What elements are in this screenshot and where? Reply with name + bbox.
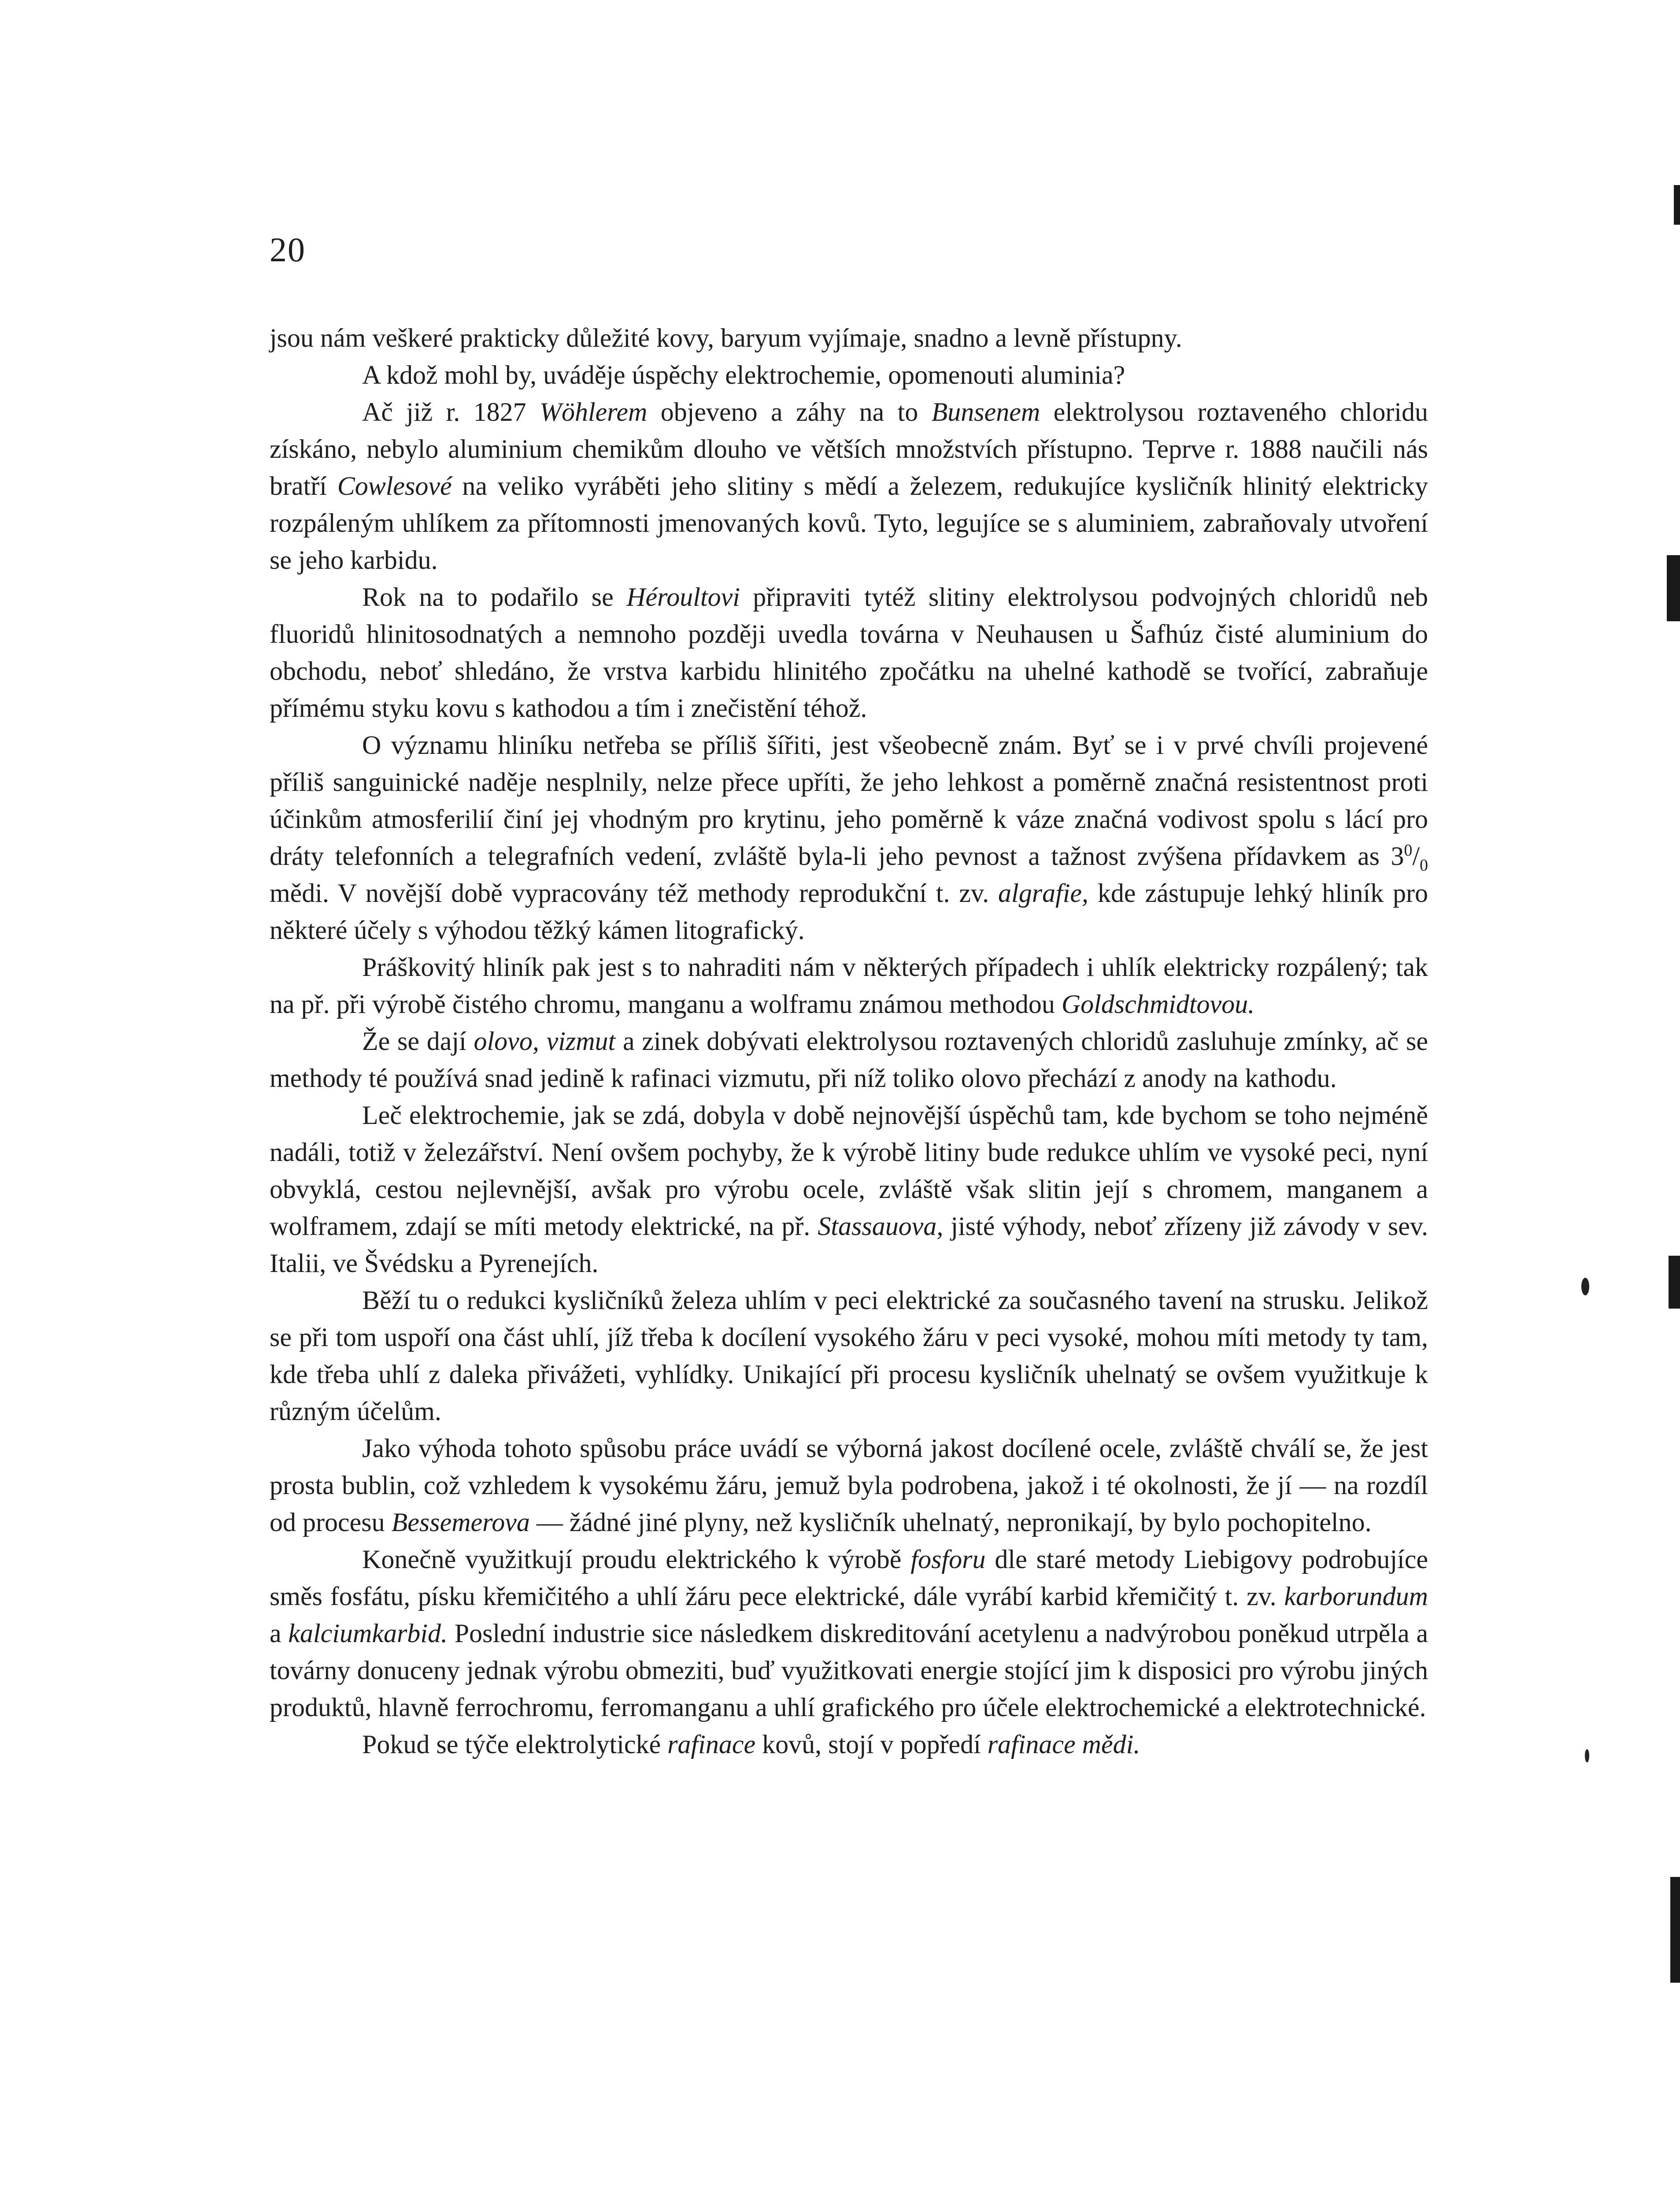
italic-span: Bunsenem [931, 397, 1040, 427]
paragraph [270, 1726, 1428, 1763]
italic-span: karborundum [1284, 1582, 1428, 1611]
text-span: Práškovitý hliník pak jest s to nahraditi nám v některých případech i uhlík elektricky rozpálený; tak na př. při výrobě čistého chromu, manganu a wolframu známou methodou [270, 953, 1428, 1019]
scan-edge-low [1669, 1256, 1680, 1309]
text-span: kovů, stojí v popředí [755, 1730, 988, 1759]
text-span: jisté výhody, neboť zřízeny již závody v sev. Italii, ve Švédsku a Pyrenejích. [270, 1212, 1428, 1278]
paragraph [270, 727, 1428, 949]
text-span: / [1412, 842, 1420, 871]
italic-span: Héroultovi [626, 582, 740, 612]
scan-speck [1585, 1749, 1589, 1762]
text-span: připraviti tytéž slitiny elektrolysou podvojných chloridů neb fluoridů hlinitosodnatých a nemnoho později uvedla továrna v Neuhausen u Šafhúz čisté aluminium do obchodu, neboť shledáno, že vrstva karbidu hlinitého zpočátku na uhelné kathodě se tvořící, zabraňuje přímému styku kovu s kathodou a tím i znečistění téhož. [270, 582, 1428, 723]
paragraph: jsou nám veškeré prakticky důležité kovy, baryum vyjímaje, snadno a levně přístupny. [270, 323, 1182, 352]
italic-span: Wöhlerem [540, 397, 648, 427]
paragraph [270, 1097, 1428, 1282]
italic-span: rafinace [667, 1730, 756, 1759]
italic-span: olovo, vizmut [474, 1027, 616, 1056]
scan-edge-top [1674, 185, 1680, 225]
paragraph [270, 1430, 1428, 1541]
text-span: dle staré metody Liebigovy podrobujíce směs fosfátu, písku křemičitého a uhlí žáru pece elektrické, dále vyrábí karbid křemičitý t. zv. [270, 1545, 1428, 1611]
text-span: Poslední industrie sice následkem diskreditování acetylenu a nadvýrobou poněkud utrpěla a továrny donuceny jednak výrobu obmeziti, buď využitkovati energie stojící jim k disposici pro výrobu jiných produktů, hlavně ferrochromu, ferromanganu a uhlí grafického pro účele elektrochemické a elektrotechnické. [270, 1619, 1428, 1722]
paragraph: Běží tu o redukci kysličníků železa uhlím v peci elektrické za současného tavení na strusku. Jelikož se při tom uspoří ona část uhlí, jíž třeba k docílení vysokého žáru v peci vysoké, mohou míti metody ty tam, kde třeba uhlí z daleka přivážeti, vyhlídky. Unikající při procesu kysličník uhelnatý se ovšem využitkuje k různým účelům. [270, 1286, 1428, 1426]
scan-speck [1581, 1278, 1589, 1295]
text-span: elektrolysou roztaveného chloridu získáno, nebylo aluminium chemikům dlouho ve větších množstvích přístupno. Teprve r. 1888 naučili nás bratří [270, 397, 1428, 501]
italic-span: kalciumkarbid. [288, 1619, 448, 1648]
italic-span: Stassauova, [818, 1212, 944, 1241]
text-span: Rok na to podařilo se [362, 582, 627, 612]
page-number: 20 [270, 230, 306, 269]
text-span: Že se dají [362, 1027, 474, 1056]
text-span: objeveno a záhy na to [647, 397, 932, 427]
italic-span: algrafie, [998, 879, 1089, 908]
paragraph [270, 579, 1428, 727]
paragraph [270, 949, 1428, 1023]
scan-edge-bottom [1670, 1877, 1680, 1983]
text-span: Jako výhoda tohoto spůsobu práce uvádí se výborná jakost docílené ocele, zvláště chválí se, že jest prosta bublin, což vzhledem k vysokému žáru, jemuž byla podrobena, jakož i té okolnosti, že jí — na rozdíl od procesu [270, 1434, 1428, 1537]
text-span: Konečně využitkují proudu elektrického k výrobě [362, 1545, 911, 1574]
text-span: Ač již r. 1827 [362, 397, 540, 427]
subscript: 0 [1420, 856, 1428, 875]
paragraph [270, 1541, 1428, 1726]
text-span: na veliko vyráběti jeho slitiny s mědí a železem, redukujíce kysličník hlinitý elektricky rozpáleným uhlíkem za přítomnosti jmenovaných kovů. Tyto, legujíce se s aluminiem, zabraňovaly utvoření se jeho karbidu. [270, 471, 1428, 575]
italic-span: Cowlesové [337, 471, 452, 501]
paragraph [270, 393, 1428, 579]
paragraph: A kdož mohl by, uváděje úspěchy elektrochemie, opomenouti aluminia? [362, 360, 1125, 389]
superscript: 0 [1404, 841, 1413, 860]
paragraph [270, 1023, 1428, 1097]
text-span: a [270, 1619, 289, 1648]
scan-edge-mid [1667, 555, 1680, 621]
text-span: kde zástupuje lehký hliník pro některé účely s výhodou těžký kámen litografický. [270, 879, 1428, 945]
italic-span: Goldschmidtovou. [1061, 990, 1255, 1019]
italic-span: Bessemerova [391, 1508, 530, 1537]
text-span: a zinek dobývati elektrolysou roztavených chloridů zasluhuje zmínky, ač se methody té používá snad jedině k rafinaci vizmutu, při níž toliko olovo přechází z anody na kathodu. [270, 1027, 1428, 1093]
italic-span: fosforu [910, 1545, 986, 1574]
text-span: Pokud se týče elektrolytické [362, 1730, 668, 1759]
text-span: mědi. V novější době vypracovány též methody reprodukční t. zv. [270, 879, 999, 908]
text-span: O významu hliníku netřeba se příliš šířiti, jest všeobecně znám. Byť se i v prvé chvíli projevené příliš sanguinické naděje nesplnily, nelze přece upříti, že jeho lehkost a poměrně značná resistentnost proti účinkům atmosferilií činí jej vhodným pro krytinu, jeho poměrně k váze značná vodivost spolu s lácí pro dráty telefonních a telegrafních vedení, zvláště byla-li jeho pevnost a tažnost zvýšena přídavkem as 3 [270, 731, 1428, 871]
italic-span: rafinace mědi. [987, 1730, 1140, 1759]
body-text [270, 319, 1428, 1763]
text-span: Leč elektrochemie, jak se zdá, dobyla v době nejnovější úspěchů tam, kde bychom se toho nejméně nadáli, totiž v železářství. Není ovšem pochyby, že k výrobě litiny bude redukce uhlím ve vysoké peci, nyní obvyklá, cestou nejlevnější, avšak pro výrobu ocele, zvláště však slitin její s chromem, manganem a wolframem, zdají se míti metody elektrické, na př. [270, 1101, 1428, 1241]
text-span: — žádné jiné plyny, než kysličník uhelnatý, nepronikají, by bylo pochopitelno. [529, 1508, 1372, 1537]
